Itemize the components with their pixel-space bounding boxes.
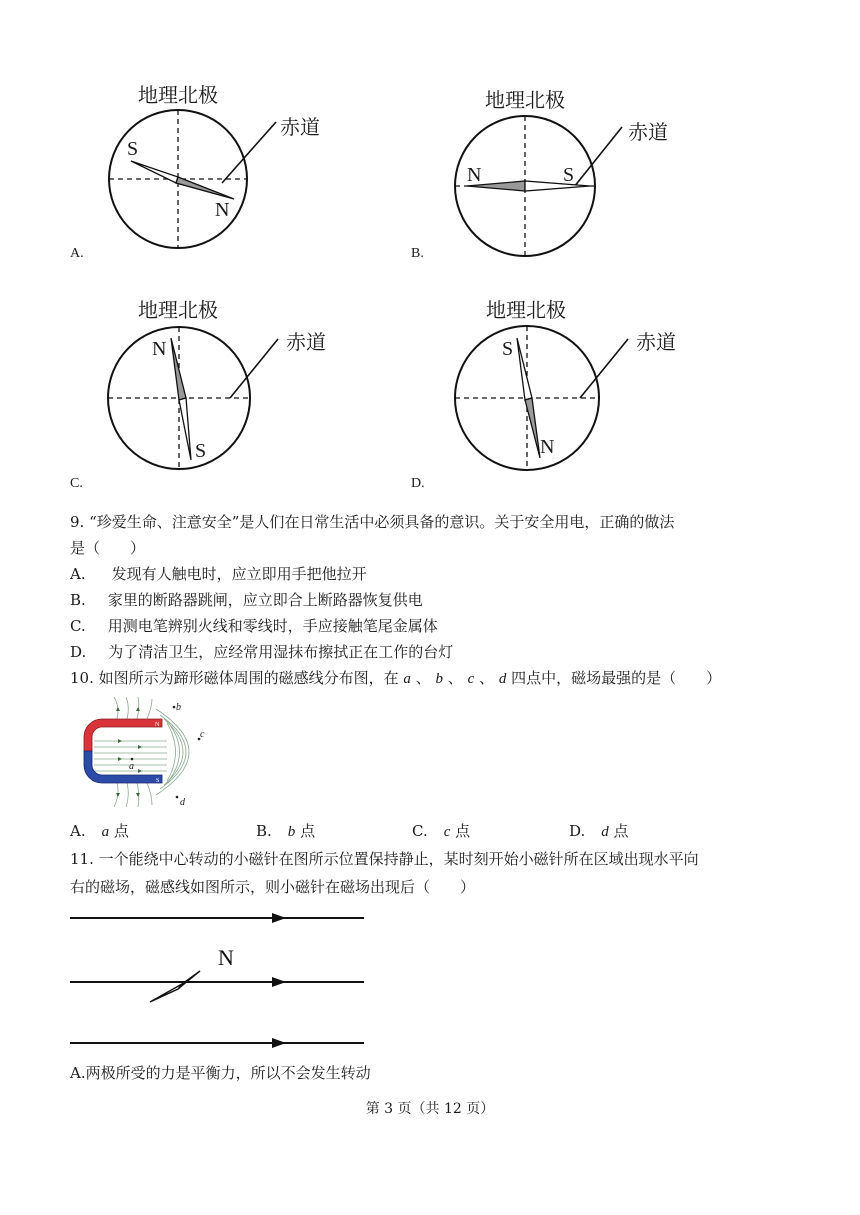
north-pole-label: 地理北极	[485, 88, 565, 112]
pole-n-label: N	[152, 338, 167, 360]
compass-diagram-d	[450, 290, 710, 480]
north-pole-label: 地理北极	[486, 298, 566, 322]
magnet-n-label: N	[155, 722, 160, 728]
option-text: 发现有人触电时，应立即用手把他拉开	[111, 565, 367, 583]
field-lines-needle-diagram	[68, 905, 368, 1050]
option-d-label: D.	[411, 476, 425, 491]
point-c-marker: c	[200, 729, 205, 740]
point-b-marker: b	[176, 702, 181, 713]
north-pole-label: 地理北极	[138, 83, 218, 107]
q10-stem: 10. 如图所示为蹄形磁体周围的磁感线分布图，在 a 、 b 、 c 、 d 四点中，磁场最强的是（ ）	[70, 669, 722, 687]
q11-stem-line2: 右的磁场，磁感线如图所示，则小磁针在磁场出现后（ ）	[70, 878, 476, 896]
equator-label: 赤道	[636, 330, 676, 354]
pole-n-label: N	[215, 199, 230, 221]
magnet-s-label: S	[156, 778, 160, 784]
q9-option-b	[70, 587, 423, 613]
q10-option-d: D. d 点	[569, 822, 629, 840]
compass-figure-d	[450, 290, 710, 480]
q9-option-a	[70, 561, 367, 587]
option-text: 用测电笔辨别火线和零线时，手应接触笔尾金属体	[107, 617, 438, 635]
compass-diagram-c	[100, 290, 360, 480]
option-a-label: A.	[70, 246, 84, 261]
q10-option-c: C. c 点	[412, 822, 471, 840]
q11-stem-line1: 11. 一个能绕中心转动的小磁针在图所示位置保持静止，某时刻开始小磁针所在区域出现水平向	[70, 850, 699, 868]
needle-n-label: N	[218, 945, 234, 970]
pole-n-label: N	[540, 436, 555, 458]
q10-option-a: A. a 点	[70, 822, 129, 840]
point-d-marker: d	[180, 797, 185, 808]
pole-s-label: S	[195, 440, 207, 462]
point-c: c	[467, 671, 475, 687]
point-a: a	[403, 671, 411, 687]
q10-option-b: B. b 点	[256, 822, 316, 840]
q9-option-d	[70, 639, 453, 665]
equator-label: 赤道	[628, 120, 668, 144]
q9-stem-line1: 9. “珍爱生命、注意安全”是人们在日常生活中必须具备的意识。关于安全用电，正确的做法	[70, 513, 675, 531]
option-label: A.	[70, 565, 86, 583]
horseshoe-magnet-diagram	[72, 697, 222, 812]
pole-s-label: S	[502, 338, 514, 360]
q9-option-c	[70, 613, 438, 639]
stem-suffix: 四点中，磁场最强的是（ ）	[511, 669, 722, 687]
north-pole-label: 地理北极	[138, 298, 218, 322]
compass-figure-b	[450, 80, 710, 270]
option-c-label: C.	[70, 476, 83, 491]
option-text: 为了清洁卫生，应经常用湿抹布擦拭正在工作的台灯	[108, 643, 454, 661]
point-a-marker: a	[129, 761, 134, 772]
equator-label: 赤道	[280, 115, 320, 139]
option-text: 家里的断路器跳闸，应立即合上断路器恢复供电	[107, 591, 423, 609]
pole-s-label: S	[563, 164, 575, 186]
stem-prefix: 10. 如图所示为蹄形磁体周围的磁感线分布图，在	[70, 669, 399, 687]
q9-stem-line2: 是（ ）	[70, 539, 146, 557]
compass-diagram-a	[100, 75, 360, 265]
q11-option-a: A.两极所受的力是平衡力，所以不会发生转动	[70, 1064, 371, 1082]
option-label: D.	[70, 643, 87, 661]
page-footer: 第 3 页（共 12 页）	[365, 1101, 495, 1117]
option-label: C.	[70, 617, 86, 635]
compass-figure-c	[100, 290, 360, 480]
option-b-label: B.	[411, 246, 424, 261]
pole-n-label: N	[467, 164, 482, 186]
compass-diagram-b	[450, 80, 710, 270]
equator-label: 赤道	[286, 330, 326, 354]
compass-figure-a	[100, 75, 360, 265]
point-d: d	[498, 671, 507, 687]
pole-s-label: S	[127, 138, 139, 160]
point-b: b	[435, 671, 443, 687]
option-label: B.	[70, 591, 86, 609]
